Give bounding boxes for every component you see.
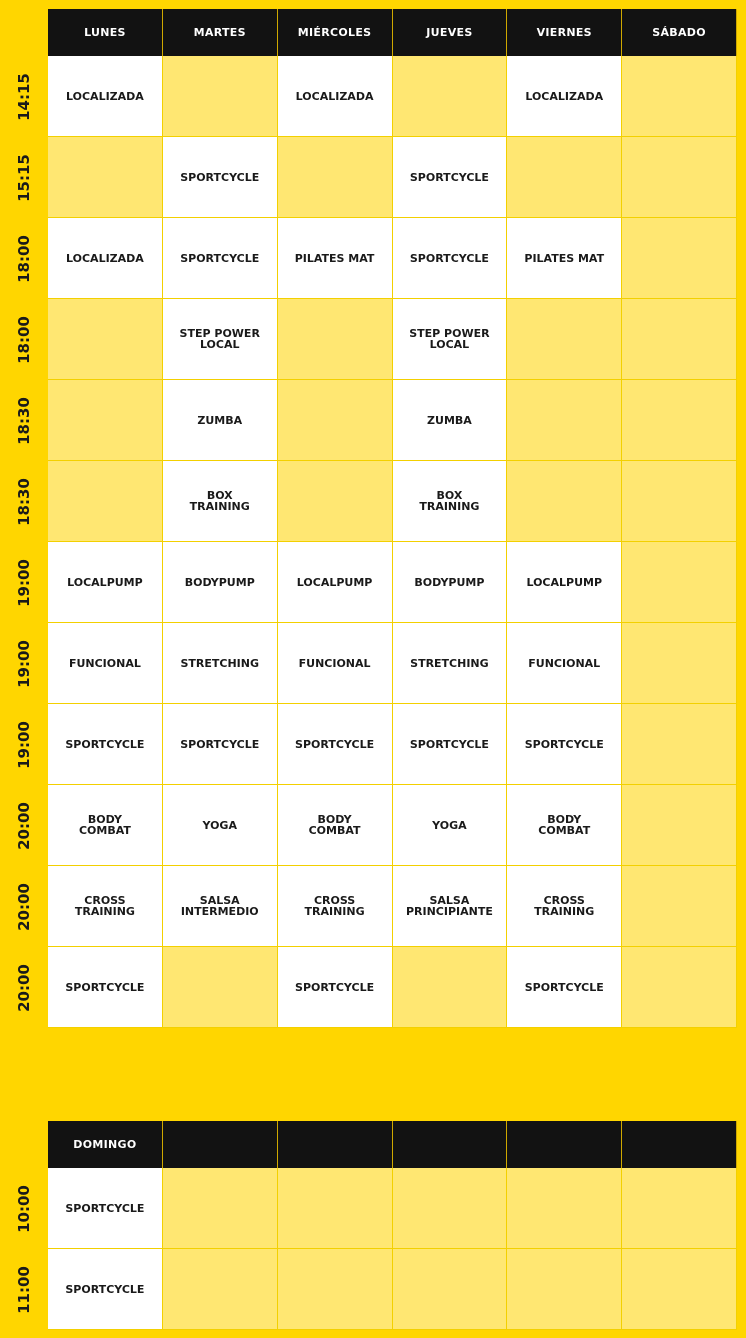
- class-cell: SPORTCYCLE: [48, 1249, 163, 1330]
- class-cell: SPORTCYCLE: [278, 947, 393, 1028]
- class-cell: SPORTCYCLE: [278, 704, 393, 785]
- class-cell: SPORTCYCLE: [393, 218, 508, 299]
- time-label: [0, 1168, 48, 1249]
- empty-cell: [278, 137, 393, 218]
- day-header-empty: [278, 1121, 393, 1168]
- empty-cell: [622, 623, 737, 704]
- time-label: [0, 380, 48, 461]
- empty-cell: [507, 1168, 622, 1249]
- empty-cell: [622, 56, 737, 137]
- empty-cell: [622, 1249, 737, 1330]
- empty-cell: [393, 1168, 508, 1249]
- class-cell: ZUMBA: [393, 380, 508, 461]
- time-label: [0, 56, 48, 137]
- empty-cell: [622, 785, 737, 866]
- empty-cell: [278, 380, 393, 461]
- empty-cell: [622, 218, 737, 299]
- class-cell: SALSA PRINCIPIANTE: [393, 866, 508, 947]
- class-cell: SPORTCYCLE: [163, 137, 278, 218]
- day-header-empty: [507, 1121, 622, 1168]
- class-cell: BODY COMBAT: [278, 785, 393, 866]
- class-cell: LOCALPUMP: [48, 542, 163, 623]
- day-header-miércoles: MIÉRCOLES: [278, 9, 393, 56]
- day-header-sábado: SÁBADO: [622, 9, 737, 56]
- empty-cell: [622, 299, 737, 380]
- empty-cell: [622, 380, 737, 461]
- time-label-text: 18:00: [15, 234, 33, 283]
- empty-cell: [622, 137, 737, 218]
- class-cell: YOGA: [163, 785, 278, 866]
- empty-cell: [507, 137, 622, 218]
- time-label: [0, 704, 48, 785]
- time-label-text: 15:15: [15, 153, 33, 202]
- time-label-text: 19:00: [15, 558, 33, 607]
- day-header-empty: [393, 1121, 508, 1168]
- day-header-empty: [163, 1121, 278, 1168]
- empty-cell: [278, 461, 393, 542]
- time-label-text: 19:00: [15, 720, 33, 769]
- empty-cell: [393, 947, 508, 1028]
- class-cell: CROSS TRAINING: [278, 866, 393, 947]
- day-header-martes: MARTES: [163, 9, 278, 56]
- empty-cell: [393, 56, 508, 137]
- day-header-domingo: DOMINGO: [48, 1121, 163, 1168]
- empty-cell: [507, 380, 622, 461]
- empty-cell: [622, 866, 737, 947]
- class-cell: PILATES MAT: [507, 218, 622, 299]
- class-cell: SPORTCYCLE: [48, 704, 163, 785]
- class-cell: BOX TRAINING: [393, 461, 508, 542]
- empty-cell: [163, 56, 278, 137]
- class-cell: SPORTCYCLE: [48, 1168, 163, 1249]
- empty-cell: [163, 947, 278, 1028]
- class-cell: FUNCIONAL: [507, 623, 622, 704]
- time-label-text: 18:30: [15, 477, 33, 526]
- empty-cell: [48, 137, 163, 218]
- time-label-text: 10:00: [15, 1184, 33, 1233]
- class-cell: STRETCHING: [393, 623, 508, 704]
- class-cell: FUNCIONAL: [278, 623, 393, 704]
- class-cell: SPORTCYCLE: [48, 947, 163, 1028]
- time-label-text: 20:00: [15, 882, 33, 931]
- empty-cell: [507, 299, 622, 380]
- class-cell: SPORTCYCLE: [163, 704, 278, 785]
- class-cell: BODYPUMP: [163, 542, 278, 623]
- time-label: [0, 461, 48, 542]
- class-cell: LOCALPUMP: [507, 542, 622, 623]
- class-cell: STRETCHING: [163, 623, 278, 704]
- time-label: [0, 542, 48, 623]
- class-cell: PILATES MAT: [278, 218, 393, 299]
- time-label: [0, 947, 48, 1028]
- empty-cell: [622, 1168, 737, 1249]
- weekly-time-column: [0, 56, 48, 1028]
- time-label-text: 18:30: [15, 396, 33, 445]
- day-header-empty: [622, 1121, 737, 1168]
- empty-cell: [507, 461, 622, 542]
- class-cell: CROSS TRAINING: [507, 866, 622, 947]
- time-label: [0, 1249, 48, 1330]
- class-cell: BODY COMBAT: [507, 785, 622, 866]
- class-cell: SPORTCYCLE: [507, 947, 622, 1028]
- sunday-time-column: [0, 1168, 48, 1330]
- empty-cell: [48, 461, 163, 542]
- class-cell: STEP POWER LOCAL: [393, 299, 508, 380]
- class-cell: SPORTCYCLE: [393, 137, 508, 218]
- class-cell: LOCALPUMP: [278, 542, 393, 623]
- time-label: [0, 866, 48, 947]
- day-header-viernes: VIERNES: [507, 9, 622, 56]
- empty-cell: [278, 299, 393, 380]
- class-cell: LOCALIZADA: [48, 56, 163, 137]
- day-header-lunes: LUNES: [48, 9, 163, 56]
- empty-cell: [622, 704, 737, 785]
- class-cell: SPORTCYCLE: [163, 218, 278, 299]
- empty-cell: [393, 1249, 508, 1330]
- class-cell: BOX TRAINING: [163, 461, 278, 542]
- day-header-jueves: JUEVES: [393, 9, 508, 56]
- empty-cell: [507, 1249, 622, 1330]
- weekly-schedule-table: [48, 9, 737, 1028]
- empty-cell: [48, 299, 163, 380]
- time-label-text: 19:00: [15, 639, 33, 688]
- class-cell: FUNCIONAL: [48, 623, 163, 704]
- class-cell: SPORTCYCLE: [393, 704, 508, 785]
- empty-cell: [622, 947, 737, 1028]
- class-cell: SALSA INTERMEDIO: [163, 866, 278, 947]
- empty-cell: [278, 1249, 393, 1330]
- empty-cell: [163, 1249, 278, 1330]
- empty-cell: [163, 1168, 278, 1249]
- empty-cell: [622, 542, 737, 623]
- time-label: [0, 218, 48, 299]
- class-cell: BODYPUMP: [393, 542, 508, 623]
- class-cell: STEP POWER LOCAL: [163, 299, 278, 380]
- sunday-schedule-table: [48, 1121, 737, 1330]
- empty-cell: [48, 380, 163, 461]
- time-label-text: 20:00: [15, 963, 33, 1012]
- empty-cell: [278, 1168, 393, 1249]
- time-label: [0, 137, 48, 218]
- class-cell: ZUMBA: [163, 380, 278, 461]
- class-cell: LOCALIZADA: [48, 218, 163, 299]
- empty-cell: [622, 461, 737, 542]
- time-label-text: 11:00: [15, 1265, 33, 1314]
- time-label-text: 14:15: [15, 72, 33, 121]
- time-label: [0, 623, 48, 704]
- class-cell: YOGA: [393, 785, 508, 866]
- time-label-text: 20:00: [15, 801, 33, 850]
- class-cell: SPORTCYCLE: [507, 704, 622, 785]
- class-cell: BODY COMBAT: [48, 785, 163, 866]
- time-label: [0, 299, 48, 380]
- time-label: [0, 785, 48, 866]
- class-cell: LOCALIZADA: [507, 56, 622, 137]
- class-cell: LOCALIZADA: [278, 56, 393, 137]
- class-cell: CROSS TRAINING: [48, 866, 163, 947]
- time-label-text: 18:00: [15, 315, 33, 364]
